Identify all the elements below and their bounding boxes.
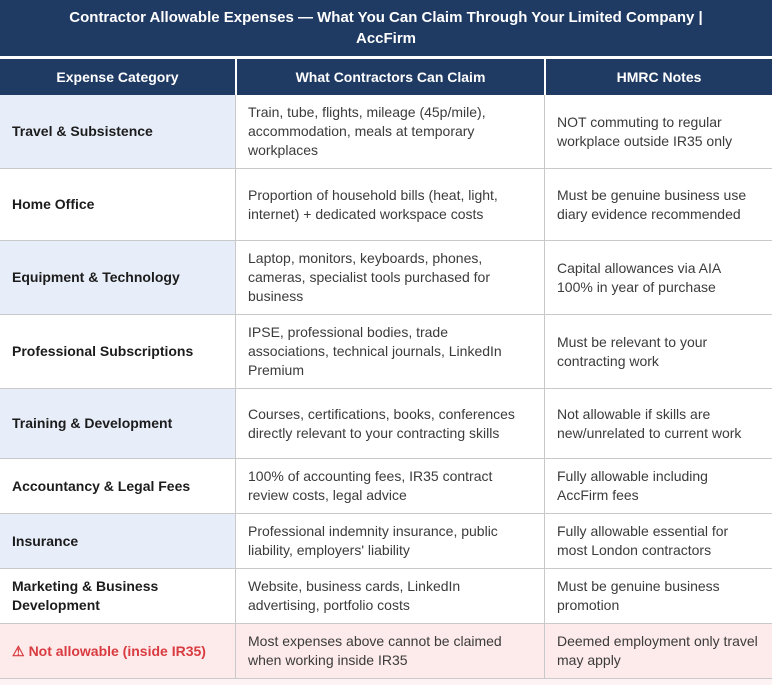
table-row <box>0 389 772 459</box>
hmrc-notes-cell: Must be relevant to your contracting work <box>544 315 772 389</box>
page-title: Contractor Allowable Expenses — What You Can Claim Through Your Limited Company | AccFirm <box>69 9 703 47</box>
col-header-expense-category: Expense Category <box>0 59 235 95</box>
table-row <box>0 315 772 389</box>
expenses-table <box>0 59 772 679</box>
claim-cell: Train, tube, flights, mileage (45p/mile), accommodation, meals at temporary workplaces <box>235 95 544 169</box>
expense-category-cell: Training & Development <box>0 389 235 459</box>
claim-cell: 100% of accounting fees, IR35 contract review costs, legal advice <box>235 459 544 514</box>
title-bar <box>0 0 772 56</box>
expense-category-cell: Professional Subscriptions <box>0 315 235 389</box>
expense-category-cell <box>0 624 235 679</box>
claim-cell: Laptop, monitors, keyboards, phones, cameras, specialist tools purchased for business <box>235 241 544 315</box>
hmrc-notes-cell: Capital allowances via AIA 100% in year of purchase <box>544 241 772 315</box>
claim-cell: Professional indemnity insurance, public liability, employers' liability <box>235 514 544 569</box>
hmrc-notes-cell: NOT commuting to regular workplace outside IR35 only <box>544 95 772 169</box>
table-row <box>0 514 772 569</box>
warning-row <box>0 624 772 679</box>
table-row <box>0 95 772 169</box>
table-row <box>0 169 772 241</box>
hmrc-notes-cell: Deemed employment only travel may apply <box>544 624 772 679</box>
warning-triangle-icon: ⚠ <box>12 642 25 659</box>
col-header-hmrc-notes: HMRC Notes <box>544 59 772 95</box>
expense-category-cell: Insurance <box>0 514 235 569</box>
table-row <box>0 241 772 315</box>
bottom-strip <box>0 679 772 685</box>
hmrc-notes-cell: Fully allowable essential for most London contractors <box>544 514 772 569</box>
expense-category-cell: Marketing & Business Development <box>0 569 235 624</box>
table-header-row <box>0 59 772 95</box>
claim-cell: Most expenses above cannot be claimed when working inside IR35 <box>235 624 544 679</box>
col-header-what-contractors-can-claim: What Contractors Can Claim <box>235 59 544 95</box>
claim-cell: Courses, certifications, books, conferences directly relevant to your contracting skills <box>235 389 544 459</box>
table-row <box>0 459 772 514</box>
claim-cell: Proportion of household bills (heat, light, internet) + dedicated workspace costs <box>235 169 544 241</box>
expense-category-cell: Travel & Subsistence <box>0 95 235 169</box>
claim-cell: IPSE, professional bodies, trade associations, technical journals, LinkedIn Premium <box>235 315 544 389</box>
expense-category-cell: Equipment & Technology <box>0 241 235 315</box>
warning-label: Not allowable (inside IR35) <box>28 642 206 659</box>
expense-category-cell: Accountancy & Legal Fees <box>0 459 235 514</box>
table-row <box>0 569 772 624</box>
hmrc-notes-cell: Must be genuine business promotion <box>544 569 772 624</box>
hmrc-notes-cell: Must be genuine business use diary evidence recommended <box>544 169 772 241</box>
hmrc-notes-cell: Fully allowable including AccFirm fees <box>544 459 772 514</box>
expense-category-cell: Home Office <box>0 169 235 241</box>
claim-cell: Website, business cards, LinkedIn advertising, portfolio costs <box>235 569 544 624</box>
hmrc-notes-cell: Not allowable if skills are new/unrelated to current work <box>544 389 772 459</box>
